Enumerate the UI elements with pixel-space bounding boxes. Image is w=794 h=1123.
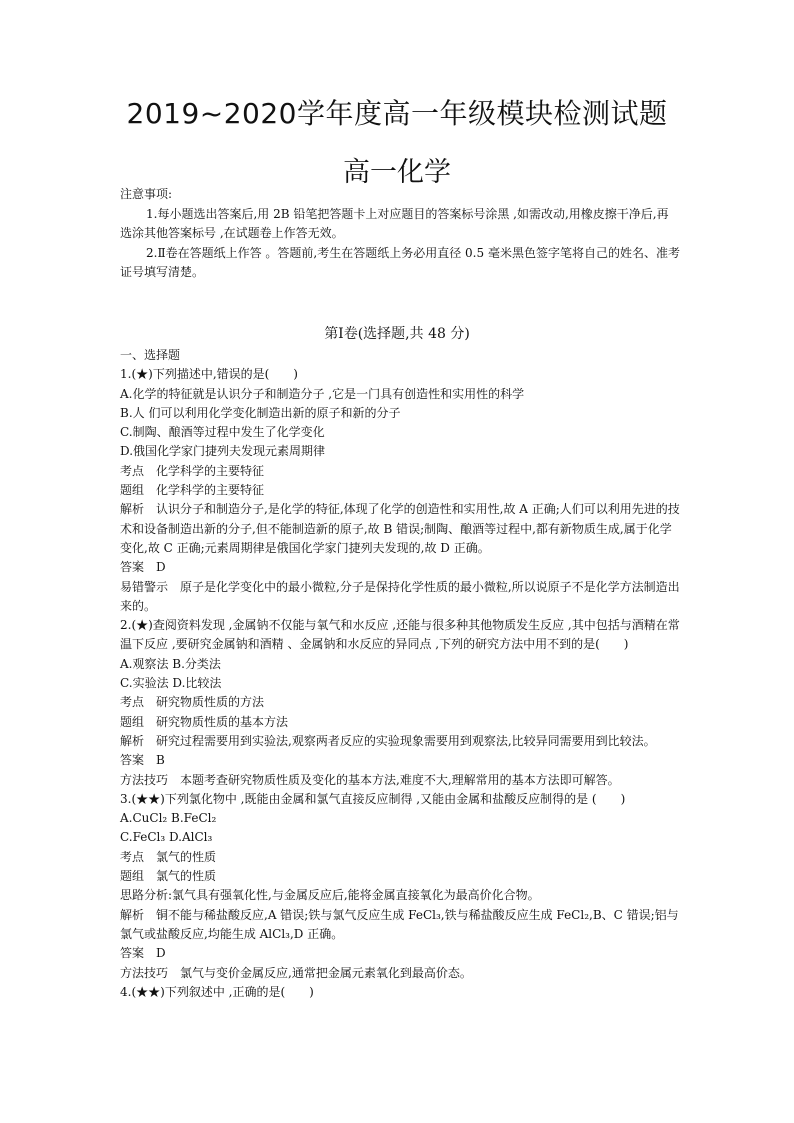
q1-yicuo-text: 原子是化学变化中的最小微粒,分子是保持化学性质的最小微粒,所以说原子不是化学方法制造出来的。	[120, 579, 680, 613]
q3-stem: 3.(★★)下列氯化物中 ,既能由金属和氯气直接反应制得 ,又能由金属和盐酸反应制得的是 ( )	[120, 791, 626, 806]
document-subtitle: 高一化学	[343, 157, 451, 188]
notice-item-1: 1.每小题选出答案后,用 2B 铅笔把答题卡上对应题目的答案标号涂黑 ,如需改动,用橡皮擦干净后,再选涂其他答案标号 ,在试题卷上作答无效。	[120, 206, 669, 240]
q2-options-ab: A.观察法 B.分类法	[120, 656, 221, 671]
q1-option-d: D.俄国化学家门捷列夫发现元素周期律	[120, 444, 326, 459]
q3-jiexi-label: 解析	[120, 907, 145, 922]
q2-jiexi	[120, 732, 680, 751]
q2-kaodian-label: 考点	[120, 695, 145, 710]
questions-body	[120, 346, 680, 1002]
q1-yicuo	[120, 578, 680, 617]
q1-answer-label: 答案	[120, 560, 145, 575]
q3-silu: 思路分析:氯气具有强氧化性,与金属反应后,能将金属直接氧化为最高价化合物。	[120, 888, 540, 903]
q2-kaodian	[120, 693, 680, 712]
notice-block	[120, 185, 680, 283]
q1-yicuo-label: 易错警示	[120, 579, 169, 594]
q1-jiexi	[120, 500, 680, 558]
section-title: 第Ⅰ卷(选择题,共 48 分)	[324, 326, 470, 342]
q3-kaodian-text: 氯气的性质	[156, 849, 217, 864]
q2-jiexi-label: 解析	[120, 733, 145, 748]
q2-fangfa-label: 方法技巧	[120, 772, 169, 787]
q3-options-cd: C.FeCl₃ D.AlCl₃	[120, 830, 213, 845]
q4-stem: 4.(★★)下列叙述中 ,正确的是( )	[120, 984, 314, 999]
q2-options-cd: C.实验法 D.比较法	[120, 676, 222, 691]
q3-answer-label: 答案	[120, 946, 145, 961]
q3-kaodian-label: 考点	[120, 849, 145, 864]
q2-tizu-label: 题组	[120, 714, 145, 729]
q3-jiexi	[120, 906, 680, 945]
q1-tizu-label: 题组	[120, 483, 145, 498]
q1-stem: 1.(★)下列描述中,错误的是( )	[120, 367, 298, 382]
q2-tizu-text: 研究物质性质的基本方法	[156, 714, 289, 729]
q1-tizu	[120, 481, 680, 500]
q1-option-c: C.制陶、酿酒等过程中发生了化学变化	[120, 425, 325, 440]
q2-fangfa	[120, 771, 680, 790]
q2-tizu	[120, 713, 680, 732]
notice-heading: 注意事项:	[120, 187, 173, 201]
q1-jiexi-label: 解析	[120, 502, 145, 517]
q3-tizu-label: 题组	[120, 869, 145, 884]
q1-answer-text: D	[156, 560, 166, 575]
q1-option-a: A.化学的特征就是认识分子和制造分子 ,它是一门具有创造性和实用性的科学	[120, 386, 525, 401]
q2-answer-label: 答案	[120, 753, 145, 768]
q3-options-ab: A.CuCl₂ B.FeCl₂	[120, 811, 217, 826]
q3-kaodian	[120, 848, 680, 867]
q3-tizu	[120, 867, 680, 886]
q1-answer	[120, 558, 680, 577]
q3-answer-text: D	[156, 946, 166, 961]
q3-fangfa-label: 方法技巧	[120, 965, 169, 980]
q3-jiexi-text: 铜不能与稀盐酸反应,A 错误;铁与氯气反应生成 FeCl₃,铁与稀盐酸反应生成 FeCl₂,B、C 错误;铝与氯气或盐酸反应,均能生成 AlCl₃,D 正确。	[120, 907, 679, 941]
q3-tizu-text: 氯气的性质	[156, 869, 217, 884]
q3-fangfa-text: 氯气与变价金属反应,通常把金属元素氧化到最高价态。	[180, 965, 472, 980]
q2-stem: 2.(★)查阅资料发现 ,金属钠不仅能与氧气和水反应 ,还能与很多种其他物质发生反应 ,其中包括与酒精在常温下反应 ,要研究金属钠和酒精 、金属钠和水反应的异同点 ,下列的研究方法中用不到的是( )	[120, 618, 680, 652]
q1-jiexi-text: 认识分子和制造分子,是化学的特征,体现了化学的创造性和实用性,故 A 正确;人们可以利用先进的技术和设备制造出新的分子,但不能制造新的原子,故 B 错误;制陶、酿酒等过程中,都有新物质生成,属于化学变化,故 C 正确;元素周期律是俄国化学家门捷列夫发现的,故 D 正确。	[120, 502, 680, 555]
q2-answer-text: B	[156, 753, 165, 768]
q2-answer	[120, 751, 680, 770]
q2-kaodian-text: 研究物质性质的方法	[156, 695, 265, 710]
q1-kaodian	[120, 462, 680, 481]
document-title: 2019~2020学年度高一年级模块检测试题	[126, 97, 668, 130]
q1-kaodian-label: 考点	[120, 463, 145, 478]
q3-fangfa	[120, 964, 680, 983]
notice-item-2: 2.Ⅱ卷在答题纸上作答 。答题前,考生在答题纸上务必用直径 0.5 毫米黑色签字笔将自己的姓名、准考证号填写清楚。	[120, 245, 680, 279]
q1-option-b: B.人 们可以利用化学变化制造出新的原子和新的分子	[120, 405, 401, 420]
q1-tizu-text: 化学科学的主要特征	[156, 483, 265, 498]
q2-fangfa-text: 本题考查研究物质性质及变化的基本方法,难度不大,理解常用的基本方法即可解答。	[180, 772, 620, 787]
q1-kaodian-text: 化学科学的主要特征	[156, 463, 265, 478]
q2-jiexi-text: 研究过程需要用到实验法,观察两者反应的实验现象需要用到观察法,比较异同需要用到比较法。	[156, 733, 656, 748]
q3-answer	[120, 944, 680, 963]
part-heading: 一、选择题	[120, 348, 181, 362]
